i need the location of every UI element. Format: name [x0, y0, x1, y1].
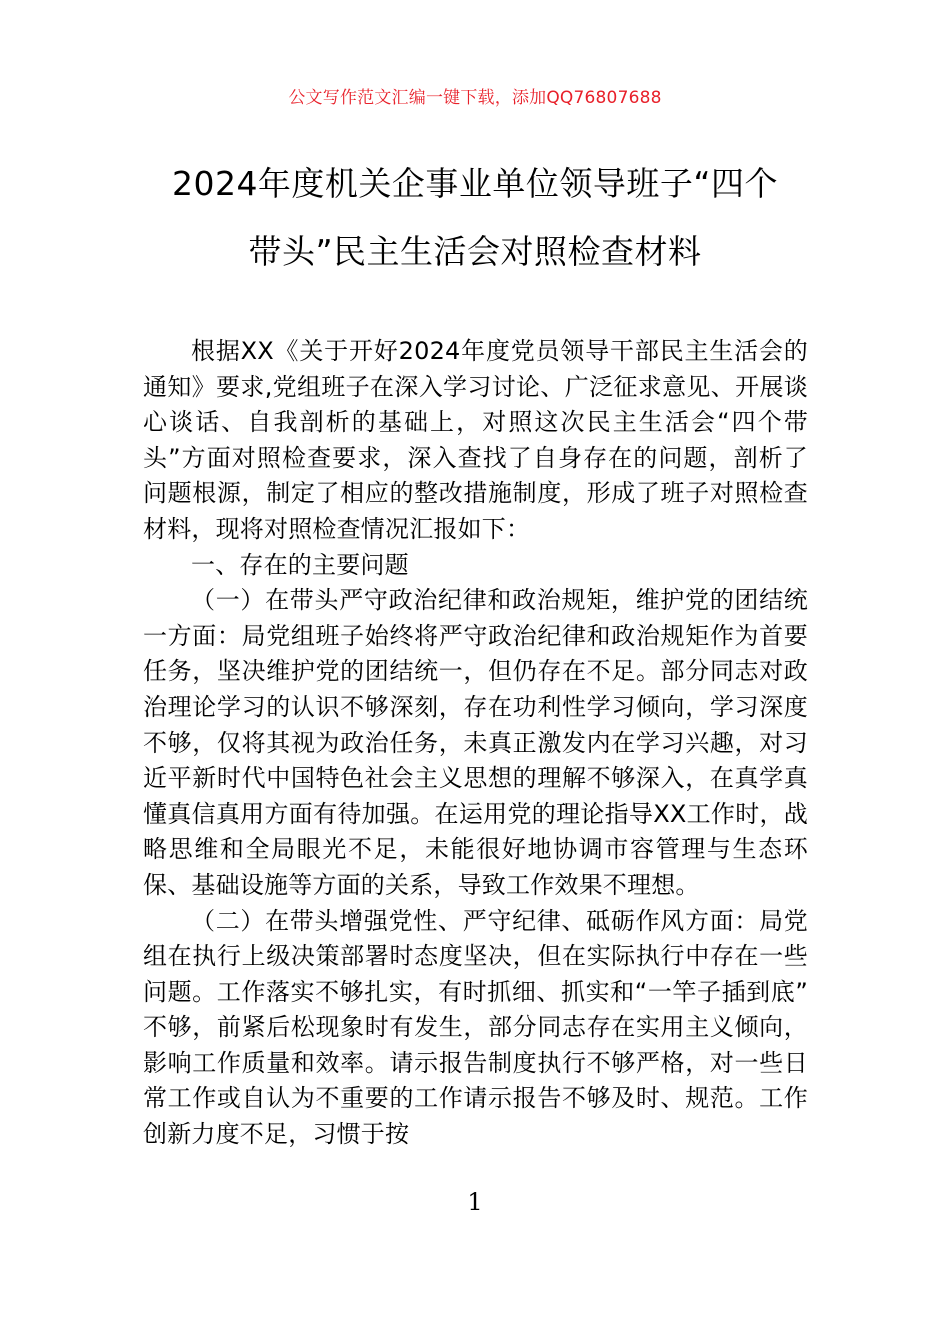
document-body: [143, 334, 808, 1153]
page-number: 1: [467, 1188, 483, 1216]
document-title-line-1: 2024年度机关企事业单位领导班子“四个: [171, 164, 779, 203]
header-ad-text[interactable]: 公文写作范文汇编一键下载，添加QQ76807688: [288, 88, 662, 108]
intro-paragraph: 根据XX《关于开好2024年度党员领导干部民主生活会的通知》要求,党组班子在深入学习讨论、广泛征求意见、开展谈心谈话、自我剖析的基础上，对照这次民主生活会“四个带头”方面对照检查要求，深入查找了自身存在的问题，剖析了问题根源，制定了相应的整改措施制度，形成了班子对照检查材料，现将对照检查情况汇报如下：: [143, 337, 808, 543]
document-title-line-2: 带头”民主生活会对照检查材料: [248, 232, 702, 271]
issue-paragraph-1: （一）在带头严守政治纪律和政治规矩，维护党的团结统一方面：局党组班子始终将严守政治纪律和政治规矩作为首要任务，坚决维护党的团结统一，但仍存在不足。部分同志对政治理论学习的认识不够深刻，存在功利性学习倾向，学习深度不够，仅将其视为政治任务，未真正激发内在学习兴趣，对习近平新时代中国特色社会主义思想的理解不够深入，在真学真懂真信真用方面有待加强。在运用党的理论指导XX工作时，战略思维和全局眼光不足，未能很好地协调市容管理与生态环保、基础设施等方面的关系，导致工作效果不理想。: [143, 586, 808, 899]
section-heading: 一、存在的主要问题: [191, 550, 409, 579]
document-title: [130, 150, 820, 286]
issue-paragraph-2: （二）在带头增强党性、严守纪律、砥砺作风方面：局党组在执行上级决策部署时态度坚决，但在实际执行中存在一些问题。工作落实不够扎实，有时抓细、抓实和“一竿子插到底” 不够，前紧后松现象时有发生，部分同志存在实用主义倾向，影响工作质量和效率。请示报告制度执行不够严格，对一些日常工作或自认为不重要的工作请示报告不够及时、规范。工作创新力度不足，习惯于按: [143, 906, 808, 1149]
